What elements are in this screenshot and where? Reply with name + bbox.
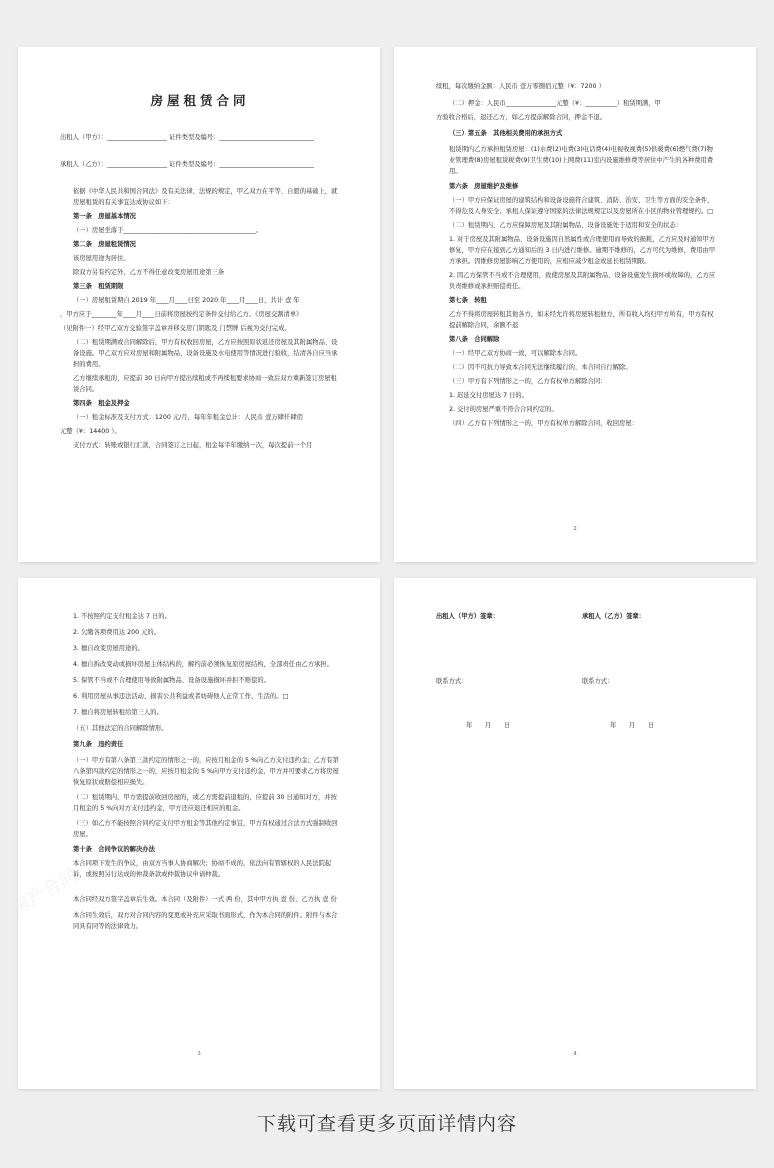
document-page-1 xyxy=(18,47,380,562)
article-8-p3: （三）甲方有下列情形之一的，乙方有权单方解除合同： xyxy=(449,378,607,385)
article-1-title: 第一条 房屋基本情况 xyxy=(73,213,136,220)
p3-item-7: 7. 擅自将房屋转租给第三人的。 xyxy=(73,709,163,716)
article-9-p2: （二）租赁期内，甲方需提前收回房屋的，或乙方需提前退租的，应提前 30 日通知对方，并按月租金的 5 %向对方支付违约金，甲方还应退还相应的租金。 xyxy=(73,794,337,812)
article-6-p2: （二）租赁期内，乙方应保障房屋及其附属物品、设备设施处于适用和安全的状态： xyxy=(449,222,682,229)
article-4-p1b: 元整（¥：14400 ）。 xyxy=(60,428,121,435)
download-more-caption: 下载可查看更多页面详情内容 xyxy=(256,1113,517,1135)
p3-item-4: 4. 擅自拆改变动或损坏房屋主体结构的，解约前必须恢复原房屋结构，全部责任由乙方承担。 xyxy=(73,661,333,668)
tenant-signature-label: 承租人（乙方）签章： xyxy=(582,613,645,620)
article-5-title: （三）第五条 其他相关费用的承担方式 xyxy=(449,130,563,137)
article-8-p2: （二）因不可抗力导致本合同无法继续履行的，本合同自行解除。 xyxy=(449,364,632,371)
p3-item-2: 2. 欠缴各项费用达 200 元的。 xyxy=(73,629,161,636)
article-3-p1a: （一）房屋租赁期自 2019 年____月____日至 2020 年____月____日，共计 壹 年 xyxy=(73,297,300,304)
article-6-p1: （一）甲方应保证房屋的建筑结构和设备设施符合建筑、消防、治安、卫生等方面的安全条件，不得危及人身安全；承租人保证遵守国家的法律法规规定以及房屋所在小区的物业管理规约。□ xyxy=(449,197,714,215)
page-number: 2 xyxy=(573,526,577,532)
landlord-date: 年 月 日 xyxy=(466,722,511,729)
article-3-title: 第三条 租赁期限 xyxy=(73,283,124,290)
article-10-p2: 本合同经双方签字盖章后生效。本合同（及附件）一式 两 份，其中甲方执 壹 份，乙方执 壹 份 xyxy=(73,896,337,903)
document-page-3 xyxy=(18,578,380,1089)
article-2-p1: 该房屋用途为居住。 xyxy=(73,255,130,262)
p3-item-6: 6. 利用房屋从事违法活动、损害公共利益或者妨碍他人正常工作、生活的。□ xyxy=(73,693,289,700)
article-9-title: 第九条 违约责任 xyxy=(73,741,124,748)
article-7-p1: 乙方不得将房屋转租其他各方，如未经允许将房屋转租他方，所有收入均归甲方所有，甲方有权提前解除合同，余额不退 xyxy=(449,311,714,329)
article-8-p1: （一）经甲乙双方协商一致，可以解除本合同。 xyxy=(449,350,582,357)
article-6-p3: 1. 对于房屋及其附属物品、设备设施因自然属性或合理使用而导致的损耗，乙方应及时通知甲方修复，甲方应在接到乙方通知后的 3 日内进行维修。逾期不维修的，乙方可代为维修，费用由甲方承担。因维修房屋影响乙方使用的，应相应减少租金或延长租赁期限。 xyxy=(449,236,716,265)
article-3-p3: 乙方继续承租的，应提前 30 日向甲方提出续租或不再续租要求协商一致后双方重新签订房屋租赁合同。 xyxy=(73,375,337,393)
landlord-contact-label: 联系方式： xyxy=(436,678,468,685)
article-8-p5: 2. 交付的房屋严重不符合合同约定的。 xyxy=(449,406,558,413)
article-4-p2: 支付方式：转账或银行汇款，合同签订之日起，租金每半年缴纳一次，每次提前一个月 xyxy=(73,442,313,449)
article-10-p1: 本合同项下发生的争议，由双方当事人协商解决；协商不成的，依法向有管辖权的人民法院起诉，或按照另行达成的仲裁条款或仲裁协议申请仲裁。 xyxy=(73,860,332,878)
article-9-p1: （一）甲方有第八条第三款约定的情形之一的，应按月租金的 5 %向乙方支付违约金；乙方有第八条第四款约定的情形之一的，应按月租金的 5 %向甲方支付违约金，甲方并可要求乙方将房屋恢复原状或赔偿相应损失。 xyxy=(73,757,339,786)
page-number: 3 xyxy=(197,1051,201,1057)
deposit-line-b: 方验收合格后，退还乙方，如乙方提前解除合同，押金不退。 xyxy=(436,114,607,121)
p3-item-8: （五）其他法定的合同解除情形。 xyxy=(73,725,168,732)
article-5-p1: 租赁期内乙方承担租赁房屋：(1)水费(2)电费(3)电话费(4)电视收视费(5)供暖费(6)燃气费(7)物业管理费(8)房屋租赁税费(9)卫生费(10)上网费(11)室内设施维修费等居住中产生的各种费用费用。 xyxy=(449,146,714,175)
article-3-p2: （二）租赁期满或合同解除后，甲方有权收回房屋，乙方应按照原状返还房屋及其附属物品、设备设施。甲乙双方应对房屋和附属物品、设备设施及水电使用等情况进行验收，结清各自应当承担的费用。 xyxy=(73,339,338,368)
article-1-p1: （一）房屋坐落于__________________________________________。 xyxy=(73,227,262,234)
tenant-contact-label: 联系方式： xyxy=(582,678,614,685)
deposit-line-a: （二）押金：人民币________________元整（¥：__________）租赁期满，甲 xyxy=(449,100,661,107)
article-9-p3: （三）如乙方不能按照合同约定支付甲方租金等其他约定事宜，甲方有权通过合法方式强制收回房屋。 xyxy=(73,820,338,838)
intro-paragraph: 依据《中华人民共和国合同法》及有关法律、法规的规定，甲乙双方在平等、自愿的基础上，就房屋租赁的有关事宜达成协议如下： xyxy=(73,188,338,206)
p3-item-1: 1. 不按照约定支付租金达 7 日的。 xyxy=(73,613,171,620)
article-6-p4: 2. 因乙方保管不当或不合理使用，致使房屋及其附属物品、设备设施发生损坏或故障的，乙方应负责维修或承担赔偿责任。 xyxy=(449,272,716,290)
article-4-p1a: （一）租金标准及支付方式：1200 元/月，每年年租金总计：人民币 壹万肆仟肆佰 xyxy=(73,414,303,421)
article-4-title: 第四条 租金及押金 xyxy=(73,400,130,407)
p2-line-0: 续租，每次缴纳金额：人民币 壹万零捌佰元整（¥：7200 ） xyxy=(436,83,605,90)
article-10-p3: 本合同生效后，双方对合同内容的变更或补充应采取书面形式，作为本合同的附件。附件与本合同具有同等的法律效力。 xyxy=(73,912,338,930)
article-2-p2: 除双方另有约定外，乙方不得任意改变房屋用途第三条 xyxy=(73,269,225,276)
document-page-2 xyxy=(394,47,756,562)
article-10-title: 第十条 合同争议的解决办法 xyxy=(73,846,155,853)
article-3-p1c: （见附件一）经甲乙双方交验签字盖章并移交房门钥匙及 门禁牌 后视为交付完成。 xyxy=(60,325,291,332)
tenant-date: 年 月 日 xyxy=(610,722,655,729)
article-7-title: 第七条 转租 xyxy=(449,297,487,304)
document-page-4 xyxy=(394,578,756,1089)
landlord-signature-label: 出租人（甲方）签章： xyxy=(436,613,499,620)
article-6-title: 第六条 房屋维护及维修 xyxy=(449,183,519,190)
article-8-p6: （四）乙方有下列情形之一的，甲方有权单方解除合同，收回房屋： xyxy=(449,420,638,427)
article-3-p1b: ，甲方应于________年____月____日前将房屋按约定条件交付给乙方。《房屋交割清单》 xyxy=(60,311,303,318)
article-2-title: 第二条 房屋租赁情况 xyxy=(73,241,136,248)
tenant-line: 承租人（乙方）：___________________ 证件类型及编号：______________________________ xyxy=(60,161,314,168)
page-number: 4 xyxy=(573,1051,577,1057)
p3-item-3: 3. 擅自改变房屋用途的。 xyxy=(73,645,144,652)
landlord-line: 出租人（甲方）：___________________ 证件类型及编号：______________________________ xyxy=(60,134,314,141)
article-8-title: 第八条 合同解除 xyxy=(449,336,500,343)
p3-item-5: 5. 保管不当或不合理使用导致附属物品、设备设施损坏并拒不赔偿的。 xyxy=(73,677,270,684)
article-8-p4: 1. 迟延交付房屋达 7 日的。 xyxy=(449,392,528,399)
document-title: 房屋租赁合同 xyxy=(150,93,250,108)
